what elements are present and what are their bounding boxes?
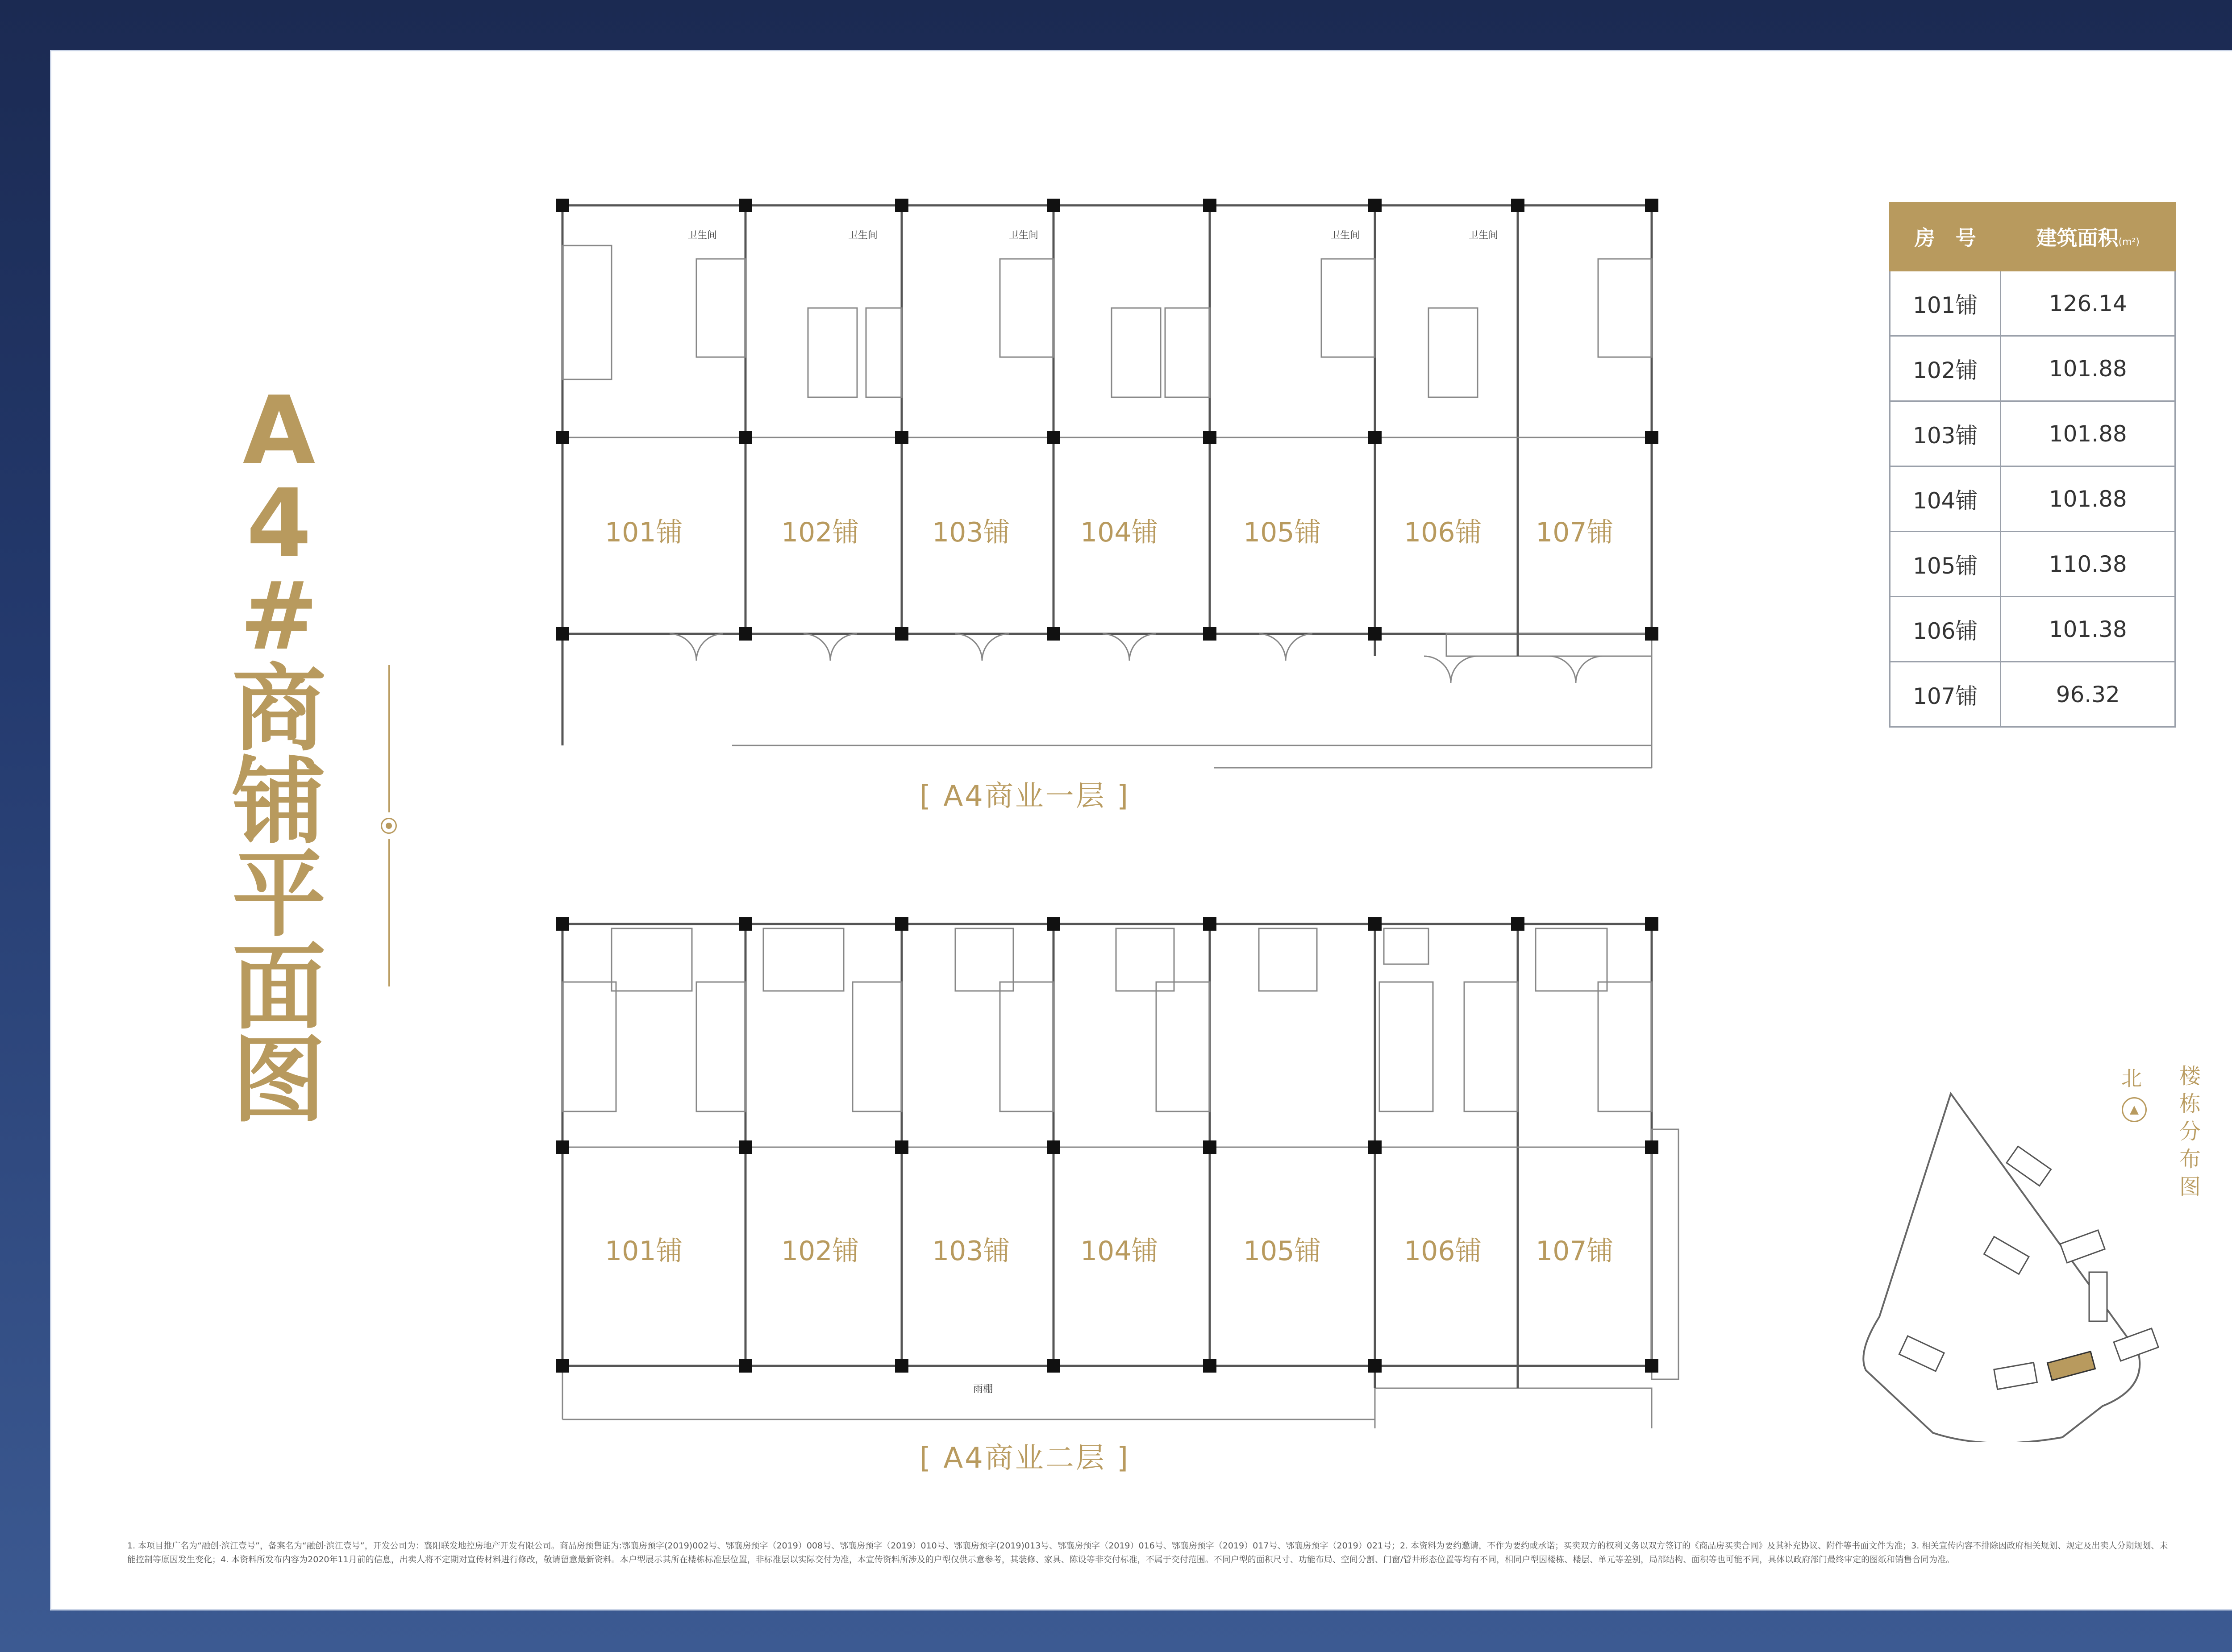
restroom-label: 卫生间	[1009, 230, 1039, 241]
decorative-line	[388, 665, 390, 812]
shop-label-101: 101铺	[605, 1236, 683, 1267]
floor2-plan	[554, 915, 1687, 1428]
title-char: 面	[232, 933, 326, 1042]
restroom-label: 卫生间	[1330, 230, 1360, 241]
page-title	[212, 376, 346, 1135]
shop-label-103: 103铺	[932, 1236, 1010, 1267]
site-map-label: 楼栋分布图	[2179, 1064, 2201, 1199]
floor2-caption: [ A4商业二层 ]	[920, 1442, 1130, 1475]
shop-label-102: 102铺	[781, 517, 859, 548]
shop-label-103: 103铺	[932, 517, 1010, 548]
site-map-drawing	[1853, 1085, 2165, 1442]
table-row	[1890, 532, 2175, 597]
shop-label-104: 104铺	[1080, 517, 1158, 548]
shop-label-105: 105铺	[1243, 517, 1321, 548]
header-room-text: 房 号	[1914, 226, 1976, 250]
north-label: 北	[2121, 1066, 2142, 1090]
header-room	[1890, 203, 2001, 271]
area-table	[1889, 202, 2176, 728]
disclaimer-text: 1. 本项目推广名为“融创·滨江壹号”，备案名为“融创·滨江壹号”，开发公司为：襄阳联发地控房地产开发有限公司。商品房预售证为:鄂襄房预字(2019)002号、鄂襄房预字（2019）008号、鄂襄房预字（2019）010号、鄂襄房预字(2019)013号、鄂襄房预字（2019）016号、鄂襄房预字（2019）017号、鄂襄房预字（2019）021号；2. 本资料为要约邀请，不作为要约或承诺；买卖双方的权利义务以双方签订的《商品房买卖合同》及其补充协议、附件等书面文件为准；3. 相关宣传内容不排除因政府相关规划、规定及出卖人分期规划、未能控制等原因发生变化；4. 本资料所发布内容为2020年11月前的信息，出卖人将不定期对宣传材料进行修改，敬请留意最新资料。本户型展示其所在楼栋标准层位置，非标准层以实际交付为准，本宣传资料所涉及的户型仅供示意参考，其装修、家具、陈设等非交付标准，不属于交付范围。不同户型的面积尺寸、功能布局、空间分割、门窗/管井形态位置等均有不同，相同户型因楼栋、楼层、单元等差别，局部结构、面积等也可能不同，具体以政府部门最终审定的图纸和销售合同为准。	[127, 1541, 2168, 1565]
title-char: 图	[232, 1026, 326, 1135]
header-unit: (m²)	[2118, 237, 2140, 248]
title-char: 4	[246, 469, 312, 578]
header-area	[2001, 203, 2175, 271]
title-char: 铺	[232, 747, 326, 857]
room-cell: 103铺	[1890, 401, 2001, 466]
area-cell: 101.38	[2001, 597, 2175, 662]
table-row	[1890, 597, 2175, 662]
room-cell: 105铺	[1890, 532, 2001, 597]
floor1-plan-drawing	[554, 196, 1661, 772]
room-cell: 101铺	[1890, 271, 2001, 336]
title-char: #	[240, 562, 318, 671]
area-cell: 101.88	[2001, 466, 2175, 532]
area-cell: 101.88	[2001, 401, 2175, 466]
room-cell: 102铺	[1890, 336, 2001, 401]
decorative-dot-icon	[381, 818, 397, 834]
room-cell: 107铺	[1890, 662, 2001, 727]
room-cell: 104铺	[1890, 466, 2001, 532]
table-row	[1890, 401, 2175, 466]
restroom-label: 卫生间	[848, 230, 878, 241]
floor1-plan	[554, 196, 1661, 772]
shop-label-101: 101铺	[605, 517, 683, 548]
shop-label-104: 104铺	[1080, 1236, 1158, 1267]
decorative-line	[388, 839, 390, 986]
site-map	[1853, 1085, 2165, 1444]
shop-label-102: 102铺	[781, 1236, 859, 1267]
shop-label-106: 106铺	[1404, 517, 1482, 548]
area-cell: 110.38	[2001, 532, 2175, 597]
room-cell: 106铺	[1890, 597, 2001, 662]
canopy-label: 雨棚	[973, 1384, 993, 1395]
table-row	[1890, 466, 2175, 532]
area-cell: 96.32	[2001, 662, 2175, 727]
title-char: 平	[232, 840, 326, 949]
title-char: A	[242, 376, 316, 485]
area-cell: 126.14	[2001, 271, 2175, 336]
floor2-plan-drawing	[554, 915, 1687, 1428]
restroom-label: 卫生间	[687, 230, 717, 241]
shop-label-106: 106铺	[1404, 1236, 1482, 1267]
title-char: 商	[232, 654, 326, 764]
table-header-row	[1890, 203, 2175, 271]
area-cell: 101.88	[2001, 336, 2175, 401]
shop-label-107: 107铺	[1536, 1236, 1614, 1267]
restroom-label: 卫生间	[1469, 230, 1499, 241]
floor1-caption: [ A4商业一层 ]	[920, 780, 1130, 813]
table-row	[1890, 271, 2175, 336]
table-row	[1890, 336, 2175, 401]
north-arrow-icon: ▲	[2122, 1097, 2147, 1122]
shop-label-105: 105铺	[1243, 1236, 1321, 1267]
header-area-text: 建筑面积	[2036, 226, 2119, 250]
shop-label-107: 107铺	[1536, 517, 1614, 548]
table-row	[1890, 662, 2175, 727]
